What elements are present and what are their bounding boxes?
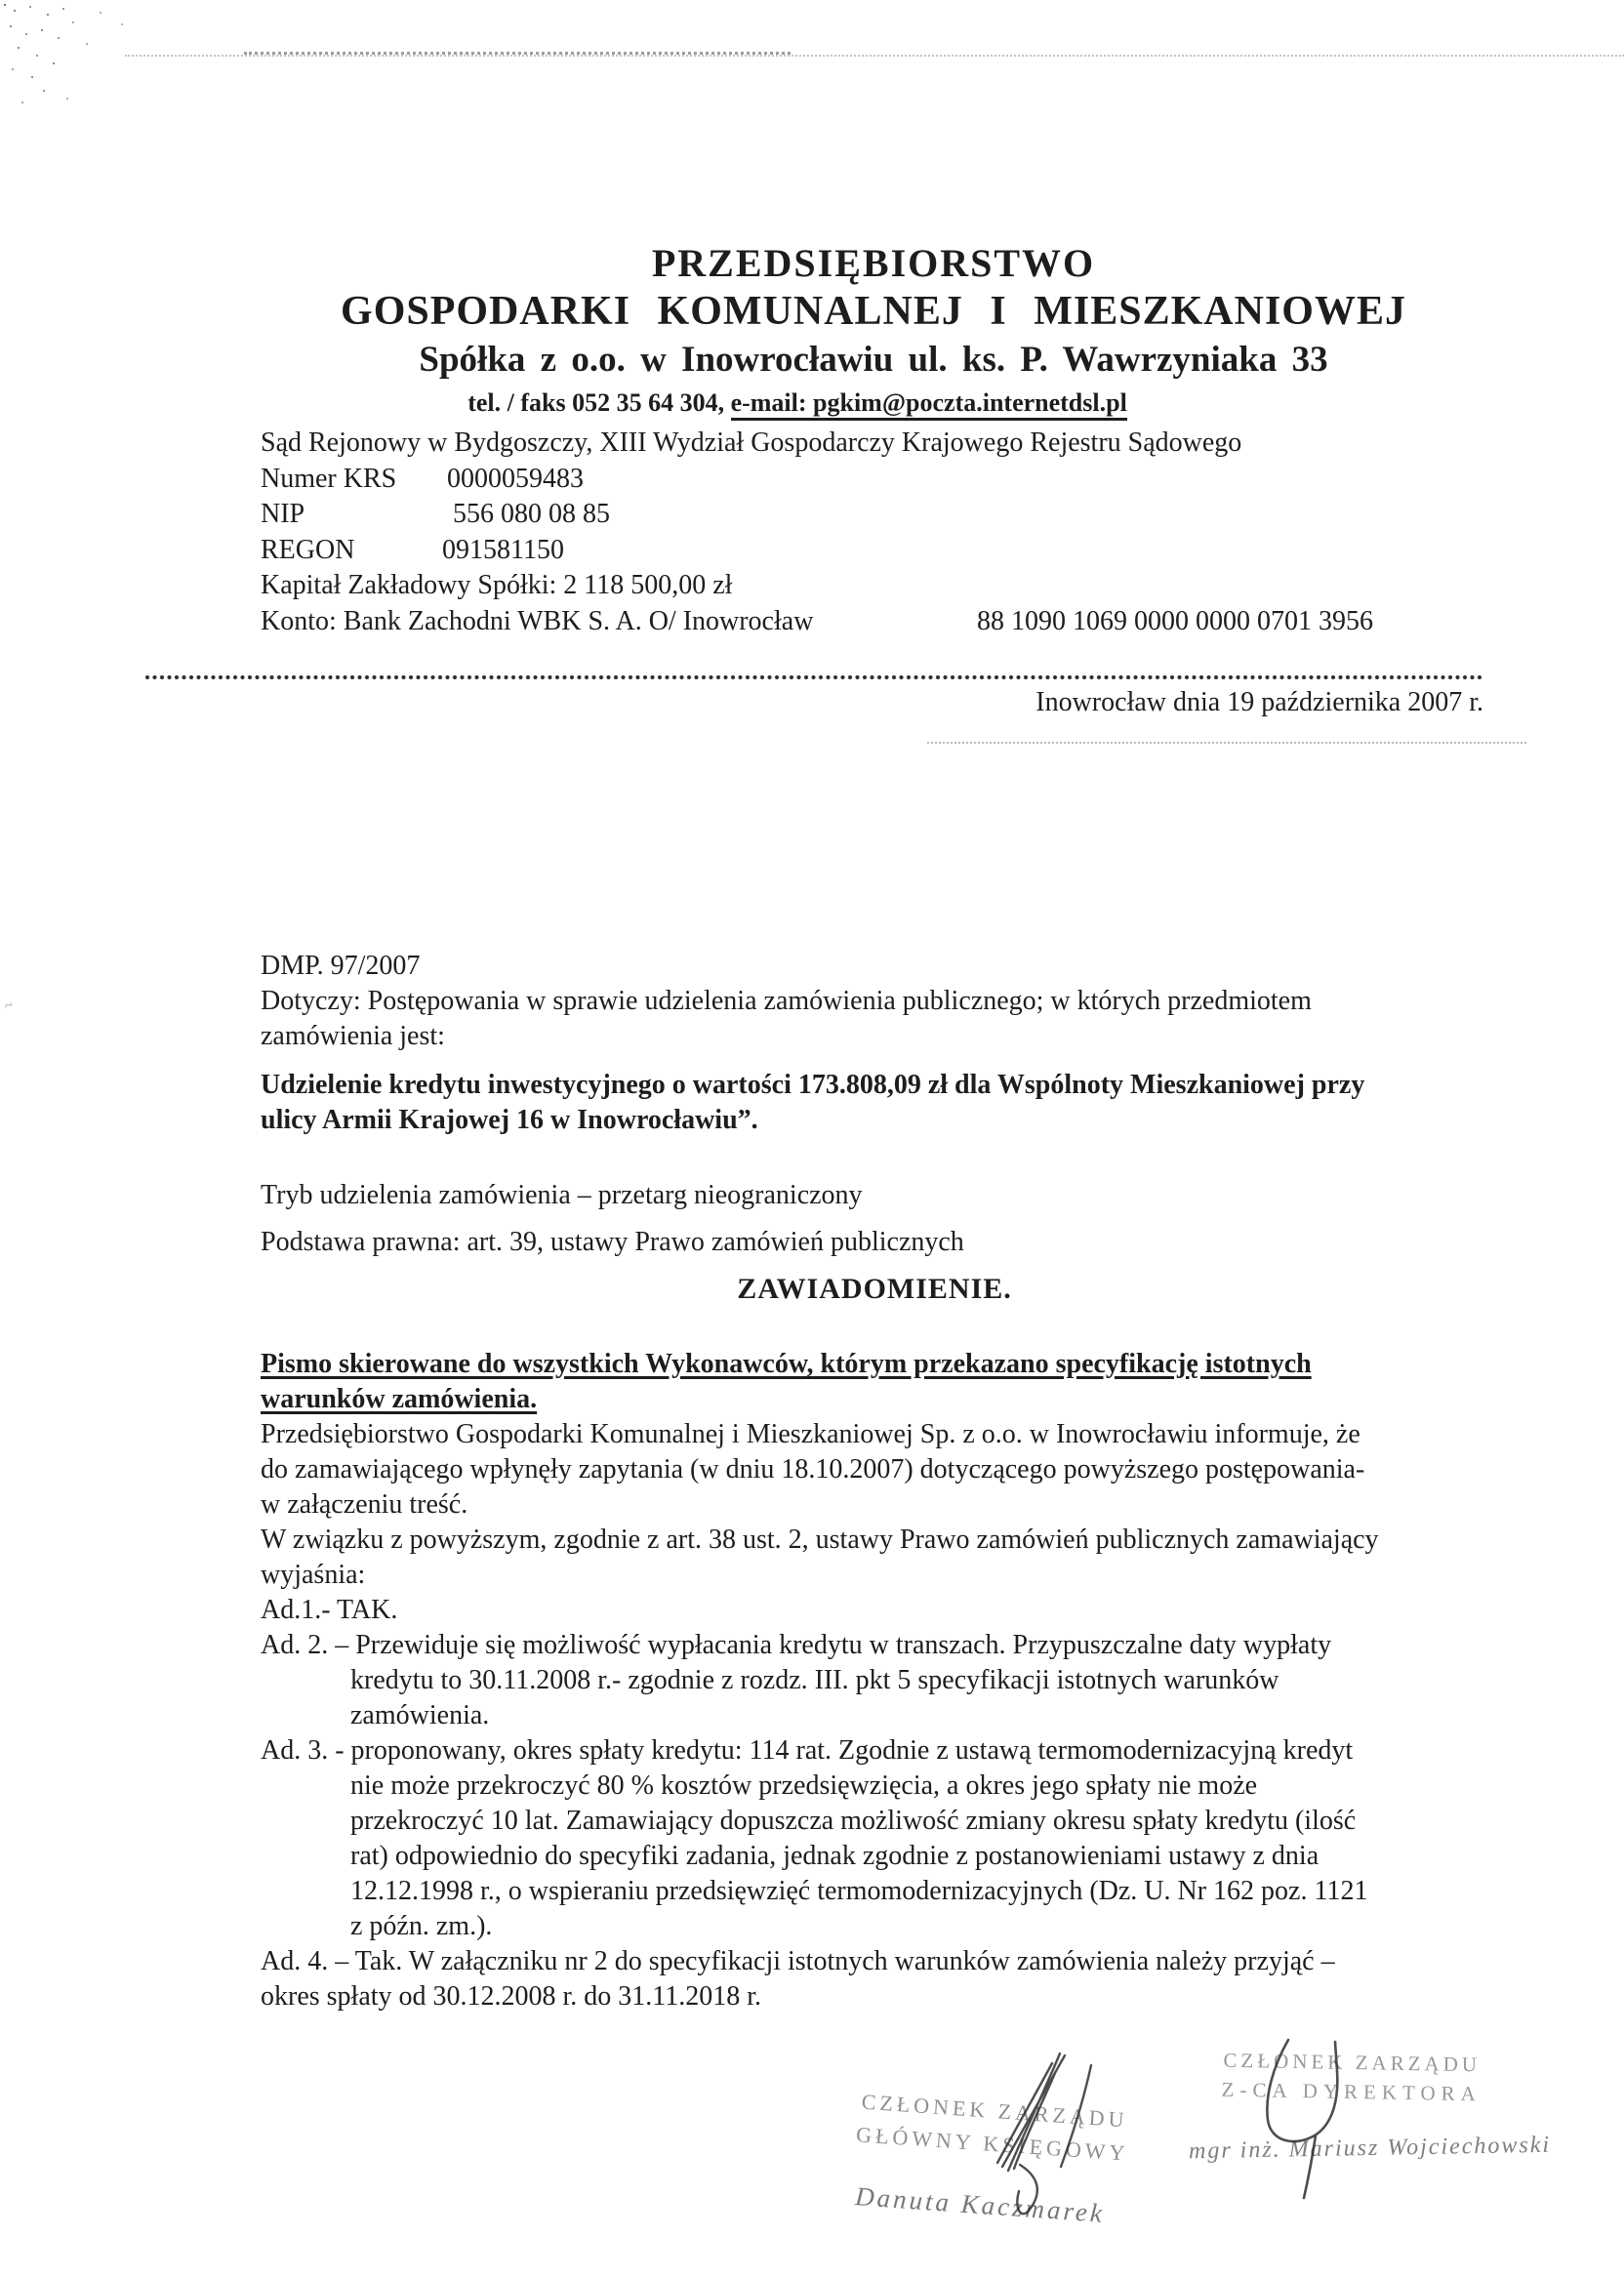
regon-label: REGON [261, 534, 355, 565]
paragraph2-line2: wyjaśnia: [261, 1560, 366, 1590]
answer-1: Ad.1.- TAK. [261, 1595, 398, 1625]
stamp-right-line2: Z-CA DYREKTORA [1221, 2077, 1482, 2106]
company-registry-info [261, 426, 1486, 639]
addressees-line1 [261, 1347, 1488, 1382]
concerns-line2: zamówienia jest: [261, 1021, 445, 1051]
answer-2-line2: kredytu to 30.11.2008 r.- zgodnie z rozdz. III. pkt 5 specyfikacji istotnych warunków [350, 1665, 1279, 1695]
place-date-line: Inowrocław dnia 19 października 2007 r. [1035, 687, 1483, 717]
bank-account-row [261, 604, 1486, 640]
stamp-left-line2: GŁÓWNY KSIĘGOWY [855, 2122, 1130, 2166]
nip-row [261, 497, 1486, 533]
stamp-left-line1: CZŁONEK ZARZĄDU [861, 2089, 1129, 2133]
scan-edge-mark: ~ [2, 997, 17, 1015]
regon-row [261, 533, 1486, 569]
answer-3-line4: rat) odpowiednio do specyfiki zadania, jednak zgodnie z postanowieniami ustawy z dnia [350, 1841, 1320, 1871]
scan-artifact-line [125, 55, 1624, 57]
company-name-line1: PRZEDSIĘBIORSTWO [651, 241, 1096, 285]
paragraph2-line1: W związku z powyższym, zgodnie z art. 38 ust. 2, ustawy Prawo zamówień publicznych zamawiający [261, 1525, 1379, 1555]
addressees-line1-text: Pismo skierowane do wszystkich Wykonawców, którym przekazano specyfikację istotnych [261, 1349, 1312, 1379]
dotted-separator [144, 673, 1482, 681]
paragraph1-line2: do zamawiającego wpłynęły zapytania (w dniu 18.10.2007) dotyczącego powyższego postępowania- [261, 1454, 1365, 1485]
nip-value: 556 080 08 85 [453, 499, 610, 529]
signature-name-right: mgr inż. Mariusz Wojciechowski [1188, 2132, 1552, 2165]
letterhead [261, 240, 1486, 418]
answer-3-line6: z późn. zm.). [350, 1911, 493, 1941]
paragraph1-line1: Przedsiębiorstwo Gospodarki Komunalnej i Mieszkaniowej Sp. z o.o. w Inowrocławiu informuje, że [261, 1419, 1360, 1449]
stamp-right-line1: CZŁONEK ZARZĄDU [1223, 2048, 1482, 2077]
scan-noise-corner [4, 4, 6, 6]
phone-email-line [184, 388, 1410, 418]
company-address-line: Spółka z o.o. w Inowrocławiu ul. ks. P. Wawrzyniaka 33 [419, 340, 1328, 380]
legal-basis-line: Podstawa prawna: art. 39, ustawy Prawo zamówień publicznych [261, 1227, 964, 1257]
company-name-line2: GOSPODARKI KOMUNALNEJ I MIESZKANIOWEJ [341, 289, 1406, 334]
answer-3-line3: przekroczyć 10 lat. Zamawiający dopuszcza możliwość zmiany okresu spłaty kredytu (ilość [350, 1806, 1357, 1836]
dotted-underline-date [927, 742, 1526, 744]
bank-account-number: 88 1090 1069 0000 0000 0701 3956 [977, 605, 1373, 636]
subject-line2: ulicy Armii Krajowej 16 w Inowrocławiu”. [261, 1105, 758, 1135]
answer-3-line1: Ad. 3. - proponowany, okres spłaty kredytu: 114 rat. Zgodnie z ustawą termomodernizacyjną kredyt [261, 1735, 1354, 1766]
answer-4-line1: Ad. 4. – Tak. W załączniku nr 2 do specyfikacji istotnych warunków zamówienia należy przyjąć – [261, 1946, 1335, 1976]
notice-heading: ZAWIADOMIENIE. [737, 1273, 1012, 1305]
signature-name-left: Danuta Kaczmarek [854, 2181, 1107, 2228]
regon-value: 091581150 [442, 534, 564, 565]
answer-3-line5: 12.12.1998 r., o wspieraniu przedsięwzięć termomodernizacyjnych (Dz. U. Nr 162 poz. 1121 [350, 1876, 1368, 1906]
phone-fax: tel. / faks 052 35 64 304, [467, 388, 725, 417]
answer-2-line1: Ad. 2. – Przewiduje się możliwość wypłacania kredytu w transzach. Przypuszczalne daty wypłaty [261, 1630, 1332, 1660]
answer-4-line2: okres spłaty od 30.12.2008 r. do 31.11.2018 r. [261, 1981, 762, 2012]
krs-value: 0000059483 [447, 463, 584, 494]
signature-scribble-left [952, 2048, 1117, 2218]
capital-line: Kapitał Zakładowy Spółki: 2 118 500,00 zł [261, 570, 733, 600]
email-address: e-mail: pgkim@poczta.internetdsl.pl [731, 388, 1127, 421]
court-registry-line: Sąd Rejonowy w Bydgoszczy, XIII Wydział Gospodarczy Krajowego Rejestru Sądowego [261, 427, 1242, 458]
answer-2-line3: zamówienia. [350, 1700, 490, 1730]
letter-body [261, 949, 1488, 2014]
addressees-line2-text: warunków zamówienia. [261, 1384, 538, 1414]
addressees-line2 [261, 1382, 1488, 1417]
concerns-line1: Dotyczy: Postępowania w sprawie udzielenia zamówienia publicznego; w których przedmiotem [261, 986, 1312, 1016]
paragraph1-line3: w załączeniu treść. [261, 1489, 468, 1520]
procurement-mode-line: Tryb udzielenia zamówienia – przetarg nieograniczony [261, 1180, 863, 1210]
krs-label: Numer KRS [261, 463, 397, 494]
bank-account-label: Konto: Bank Zachodni WBK S. A. O/ Inowrocław [261, 605, 814, 636]
subject-line1: Udzielenie kredytu inwestycyjnego o wartości 173.808,09 zł dla Wspólnoty Mieszkaniowej przy [261, 1070, 1365, 1100]
signature-scribble-right [1257, 2036, 1364, 2207]
scan-artifact-line-dark [244, 52, 791, 55]
answer-3-line2: nie może przekroczyć 80 % kosztów przedsięwzięcia, a okres jego spłaty nie może [350, 1770, 1258, 1801]
reference-number: DMP. 97/2007 [261, 951, 421, 981]
krs-row [261, 462, 1486, 498]
nip-label: NIP [261, 499, 305, 529]
